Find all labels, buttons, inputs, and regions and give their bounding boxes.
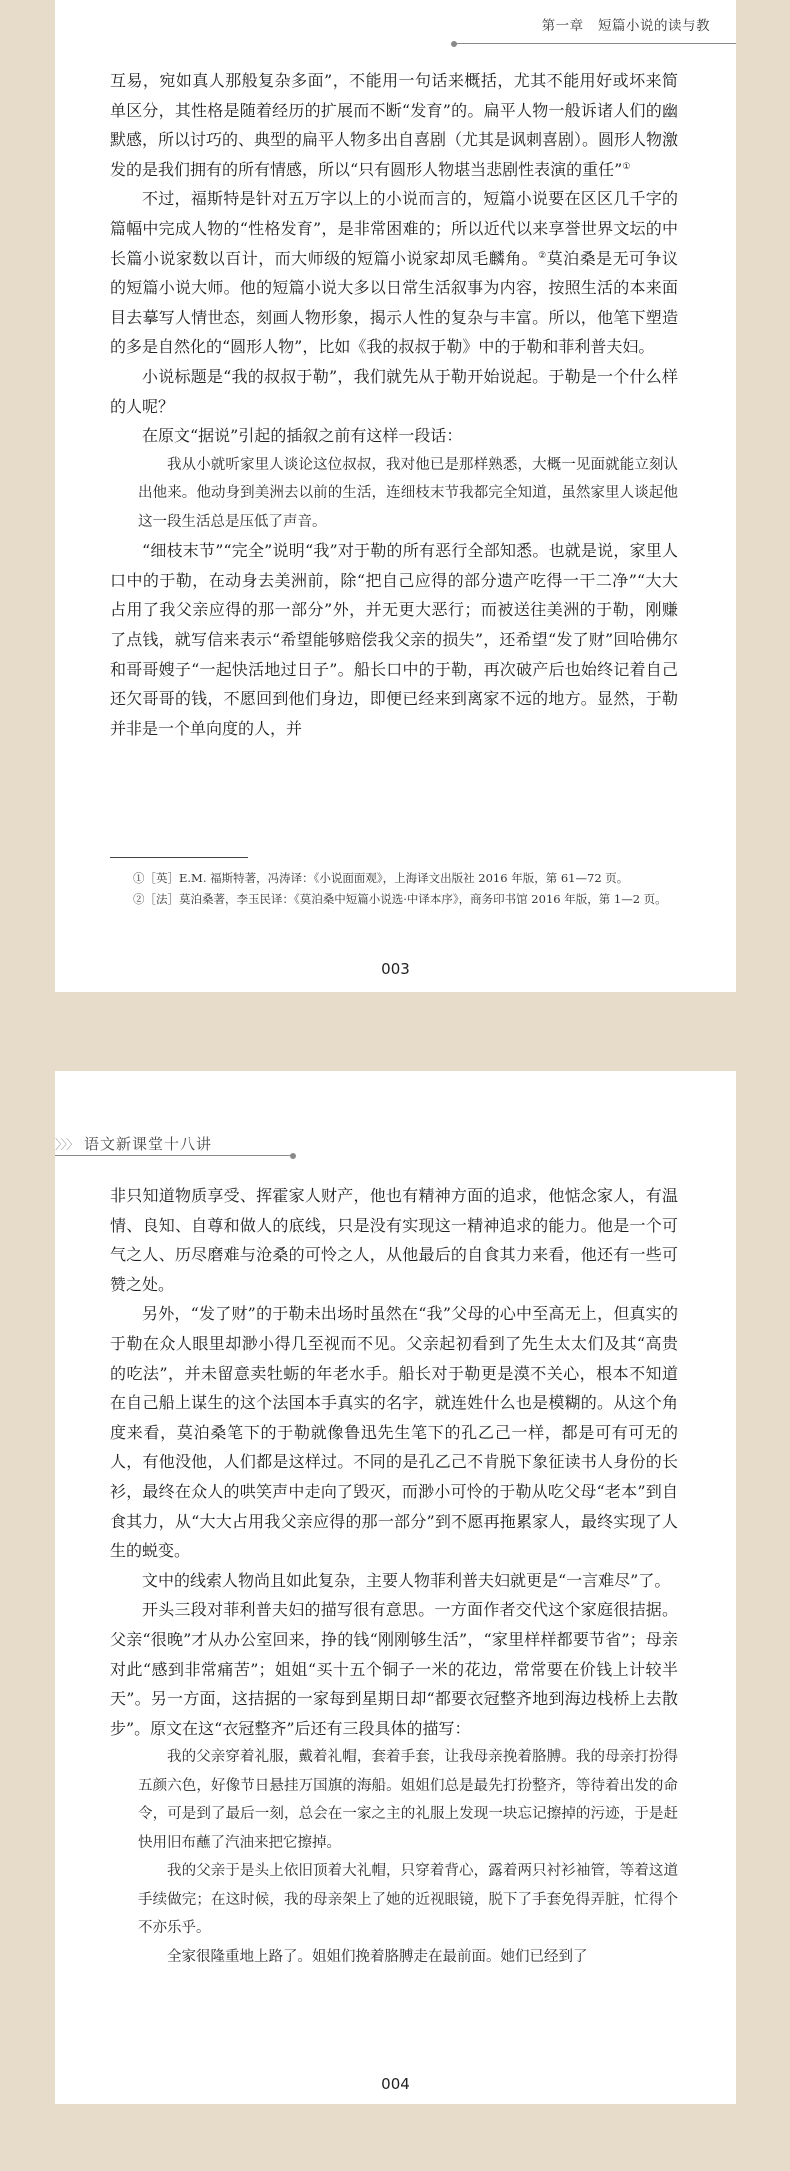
footnote-2: ②［法］莫泊桑著，李玉民译：《莫泊桑中短篇小说选·中译本序》，商务印书馆 2016 年版，第 1—2 页。 xyxy=(133,892,667,906)
paragraph: 非只知道物质享受、挥霍家人财产，他也有精神方面的追求，他惦念家人，有温情、良知、自尊和做人的底线，只是没有实现这一精神追求的能力。他是一个可气之人、历尽磨难与沧桑的可怜之人，从他最后的自食其力来看，他还有一些可赞之处。 xyxy=(110,1186,678,1294)
block-quote: 全家很隆重地上路了。姐姐们挽着胳膊走在最前面。她们已经到了 xyxy=(167,1948,588,1965)
page-number: 003 xyxy=(381,960,410,978)
paragraph: 文中的线索人物尚且如此复杂，主要人物菲利普夫妇就更是“一言难尽”了。 xyxy=(142,1570,671,1590)
body-text xyxy=(110,66,678,743)
chapter-title: 短篇小说的读与教 xyxy=(598,18,710,34)
book-title: 语文新课堂十八讲 xyxy=(84,1135,213,1153)
paragraph: 在原文“据说”引起的插叙之前有这样一段话： xyxy=(142,426,463,446)
footnotes xyxy=(110,868,678,910)
footnote-mark: ② xyxy=(538,250,547,261)
paragraph: 另外，“发了财”的于勒未出场时虽然在“我”父母的心中至高无上，但真实的于勒在众人眼里却渺小得几至视而不见。父亲起初看到了先生太太们及其“高贵的吃法”，并未留意卖牡蛎的年老水手。船长对于勒更是漠不关心，根本不知道在自己船上谋生的这个法国本手真实的名字，就连姓什么也是模糊的。从这个角度来看，莫泊桑笔下的于勒就像鲁迅先生笔下的孔乙己一样，都是可有可无的人，有他没他，人们都是这样过。不同的是孔乙己不肯脱下象征读书人身份的长衫，最终在众人的哄笑声中走向了毁灭，而渺小可怜的于勒从吃父母“老本”到自食其力，从“大大占用我父亲应得的那一部分”到不愿再拖累家人，最终实现了人生的蜕变。 xyxy=(110,1304,678,1561)
header-rule xyxy=(455,43,736,44)
running-header xyxy=(55,1133,212,1154)
chapter-label: 第一章 xyxy=(541,18,584,34)
paragraph: 开头三段对菲利普夫妇的描写很有意思。一方面作者交代这个家庭很拮据。父亲“很晚”才从办公室回来，挣的钱“刚刚够生活”，“家里样样都要节省”；母亲对此“感到非常痛苦”；姐姐“买十五个铜子一米的花边，常常要在价钱上计较半天”。另一方面，这拮据的一家每到星期日却“都要衣冠整齐地到海边栈桥上去散步”。原文在这“衣冠整齐”后还有三段具体的描写： xyxy=(110,1600,678,1738)
block-quote: 我从小就听家里人谈论这位叔叔，我对他已是那样熟悉，大概一见面就能立刻认出他来。他动身到美洲去以前的生活，连细枝末节我都完全知道，虽然家里人谈起他这一段生活总是压低了声音。 xyxy=(138,456,678,530)
footnote-mark: ① xyxy=(622,161,631,172)
running-header xyxy=(542,14,710,34)
block-quote: 我的父亲于是头上依旧顶着大礼帽，只穿着背心，露着两只衬衫袖管，等着这道手续做完；在这时候，我的母亲架上了她的近视眼镜，脱下了手套免得弄脏，忙得个不亦乐乎。 xyxy=(138,1863,678,1937)
block-quote: 我的父亲穿着礼服，戴着礼帽，套着手套，让我母亲挽着胳膊。我的母亲打扮得五颜六色，好像节日悬挂万国旗的海船。姐姐们总是最先打扮整齐，等待着出发的命令，可是到了最后一刻，总会在一家之主的礼服上发现一块忘记擦掉的污迹，于是赶快用旧布蘸了汽油来把它擦掉。 xyxy=(138,1749,678,1851)
chevrons-icon: 〉〉〉 xyxy=(55,1138,79,1153)
paragraph: 互易，宛如真人那般复杂多面”，不能用一句话来概括，尤其不能用好或坏来简单区分，其性格是随着经历的扩展而不断“发育”的。扁平人物一般诉诸人们的幽默感，所以讨巧的、典型的扁平人物多出自喜剧（尤其是讽刺喜剧）。圆形人物激发的是我们拥有的所有情感，所以“只有圆形人物堪当悲剧性表演的重任”① xyxy=(110,71,679,179)
header-rule xyxy=(55,1155,292,1156)
rule-dot xyxy=(451,41,457,47)
page-004 xyxy=(55,1071,736,2104)
rule-dot xyxy=(290,1153,296,1159)
footnote-1: ①［英］E.M. 福斯特著，冯涛译：《小说面面观》，上海译文出版社 2016 年版，第 61—72 页。 xyxy=(133,871,629,885)
paragraph: 不过，福斯特是针对五万字以上的小说而言的，短篇小说要在区区几千字的篇幅中完成人物的“性格发育”，是非常困难的；所以近代以来享誉世界文坛的中长篇小说家数以百计，而大师级的短篇小说家却凤毛麟角。②莫泊桑是无可争议的短篇小说大师。他的短篇小说大多以日常生活叙事为内容，按照生活的本来面目去摹写人情世态，刻画人物形象，揭示人性的复杂与丰富。所以，他笔下塑造的多是自然化的“圆形人物”，比如《我的叔叔于勒》中的于勒和菲利普夫妇。 xyxy=(110,189,678,357)
paragraph: “细枝末节”“完全”说明“我”对于勒的所有恶行全部知悉。也就是说，家里人口中的于勒，在动身去美洲前，除“把自己应得的部分遗产吃得一干二净”“大大占用了我父亲应得的那一部分”外，并无更大恶行；而被送往美洲的于勒，刚赚了点钱，就写信来表示“希望能够赔偿我父亲的损失”，还希望“发了财”回哈佛尔和哥哥嫂子“一起快活地过日子”。船长口中的于勒，再次破产后也始终记着自己还欠哥哥的钱，不愿回到他们身边，即便已经来到离家不远的地方。显然，于勒并非是一个单向度的人，并 xyxy=(110,541,678,738)
paragraph: 小说标题是“我的叔叔于勒”，我们就先从于勒开始说起。于勒是一个什么样的人呢？ xyxy=(110,366,678,416)
body-text xyxy=(110,1181,678,1971)
page-003 xyxy=(55,0,736,992)
footnote-rule xyxy=(110,857,248,858)
page-number: 004 xyxy=(381,2075,410,2093)
